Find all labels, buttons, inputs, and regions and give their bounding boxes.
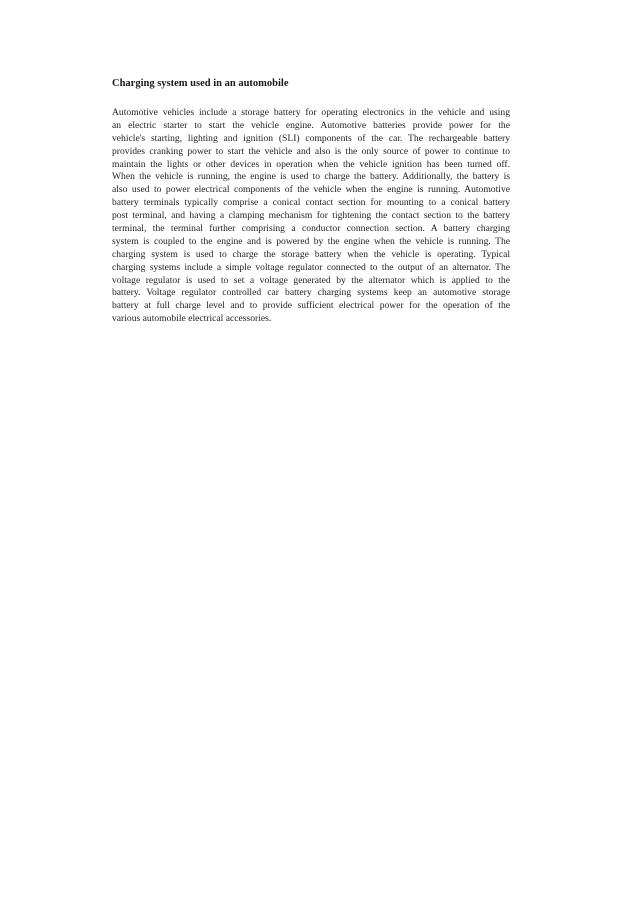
body-line: maintain the lights or other devices in operation when the vehicle ignition has been turned off. [112, 158, 510, 170]
body-line: terminal, the terminal further comprising a conductor connection section. A battery charging [112, 223, 510, 235]
body-line: charging systems include a simple voltage regulator connected to the output of an alternator. The [112, 261, 510, 273]
body-line: charging system is used to charge the storage battery when the vehicle is operating. Typical [112, 248, 510, 260]
body-line: battery at full charge level and to provide sufficient electrical power for the operation of the [112, 300, 510, 312]
document-body [112, 107, 510, 326]
body-line: also used to power electrical components of the vehicle when the engine is running. Automotive [112, 184, 510, 196]
body-line: battery. Voltage regulator controlled car battery charging systems keep an automotive storage [112, 287, 510, 299]
body-line: system is coupled to the engine and is powered by the engine when the vehicle is running. The [112, 235, 510, 247]
body-line: battery terminals typically comprise a conical contact section for mounting to a conical battery [112, 197, 510, 209]
body-line: vehicle's starting, lighting and ignition (SLI) components of the car. The rechargeable battery [112, 132, 510, 144]
body-line: voltage regulator is used to set a voltage generated by the alternator which is applied to the [112, 274, 510, 286]
body-line: When the vehicle is running, the engine is used to charge the battery. Additionally, the battery is [112, 171, 510, 183]
body-line: post terminal, and having a clamping mechanism for tightening the contact section to the battery [112, 210, 510, 222]
document-title: Charging system used in an automobile [112, 78, 289, 89]
body-line: an electric starter to start the vehicle engine. Automotive batteries provide power for the [112, 119, 510, 131]
body-line: provides cranking power to start the vehicle and also is the only source of power to continue to [112, 145, 510, 157]
body-line: Automotive vehicles include a storage battery for operating electronics in the vehicle and using [112, 107, 510, 118]
body-line: various automobile electrical accessories. [112, 313, 272, 325]
